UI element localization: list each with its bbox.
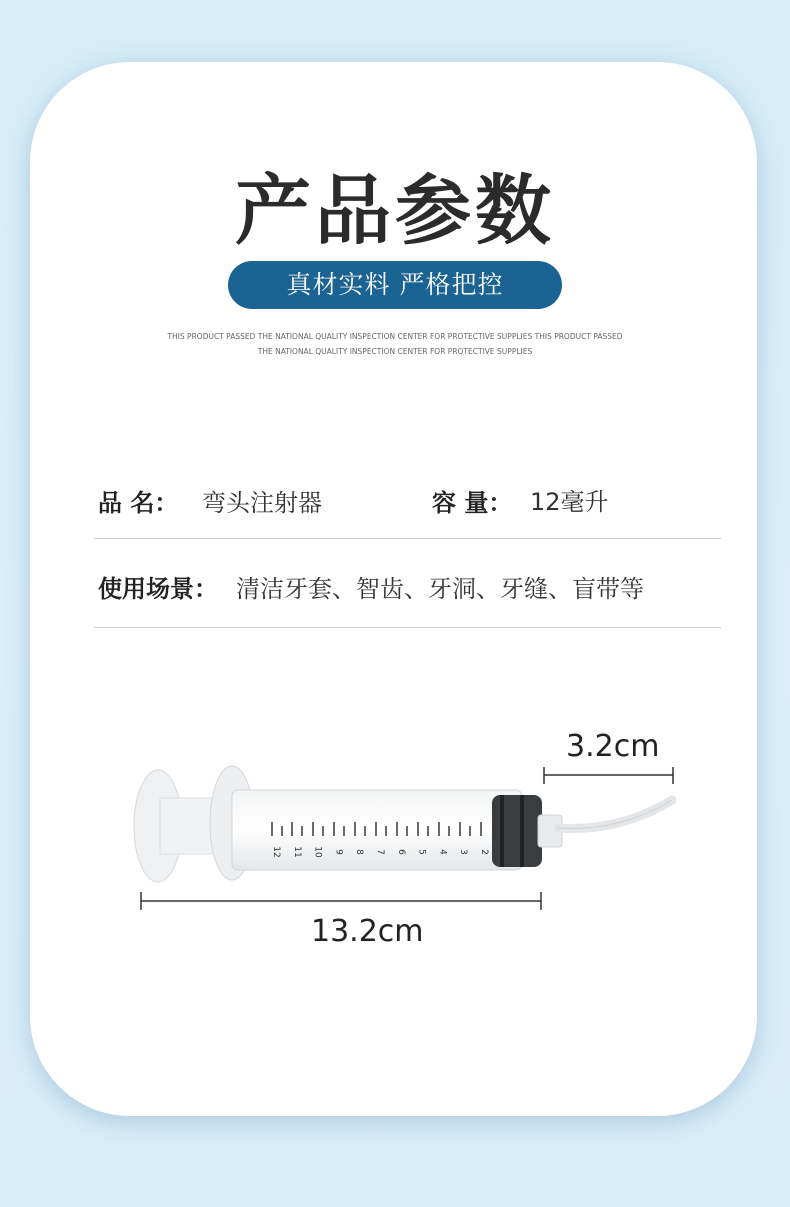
fine-print-line-1: THIS PRODUCT PASSED THE NATIONAL QUALITY INSPECTION CENTER FOR PROTECTIVE SUPPLIES THIS PRODUCT PASSED — [167, 332, 623, 341]
quality-badge: 真材实料 严格把控 — [228, 261, 562, 309]
scale-number: 8 — [354, 849, 365, 855]
product-name-label: 品 名： — [98, 489, 179, 517]
usage-value: 清洁牙套、智齿、牙洞、牙缝、盲带等 — [236, 575, 644, 603]
scale-number: 6 — [395, 849, 406, 855]
syringe-barrel — [232, 790, 522, 870]
capacity-value: 12毫升 — [530, 488, 609, 516]
usage-label: 使用场景： — [98, 575, 218, 603]
scale-number: 12 — [271, 846, 281, 858]
fine-print-line-2: THE NATIONAL QUALITY INSPECTION CENTER FOR PROTECTIVE SUPPLIES — [257, 347, 533, 356]
tip-dimension-line — [544, 767, 673, 784]
page-title: 产品参数 — [235, 166, 555, 255]
scale-number: 3 — [458, 849, 469, 855]
scale-number: 5 — [416, 849, 427, 855]
scale-number: 10 — [312, 846, 323, 858]
rubber-stopper — [492, 795, 542, 867]
scale-number: 4 — [437, 849, 448, 855]
curved-tip — [558, 800, 672, 828]
capacity-label: 容 量： — [432, 489, 513, 517]
scale-number: 7 — [375, 849, 385, 855]
body-dimension-line — [141, 892, 541, 910]
scale-number: 9 — [333, 849, 344, 855]
tip-length-label: 3.2cm — [566, 729, 660, 764]
scale-number: 11 — [291, 846, 302, 858]
scale-number: 2 — [479, 849, 489, 855]
body-length-label: 13.2cm — [311, 914, 424, 949]
product-name-value: 弯头注射器 — [202, 489, 322, 517]
